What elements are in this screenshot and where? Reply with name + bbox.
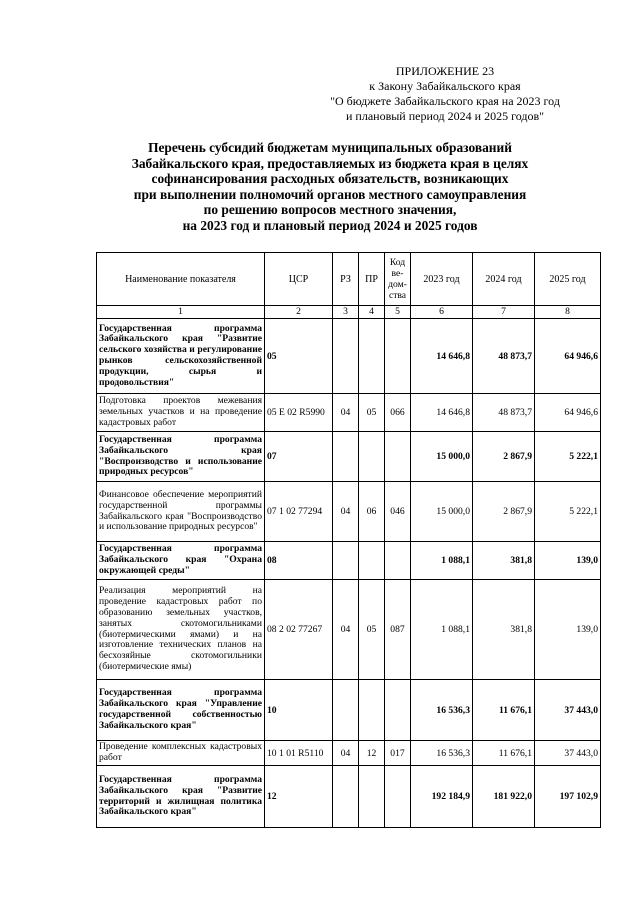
row-kod (385, 319, 411, 394)
row-name: Государственная программа Забайкальского края "Воспроизводство и использование природных ресурсов" (97, 432, 265, 482)
row-2025: 139,0 (535, 542, 601, 580)
row-name: Государственная программа Забайкальского края "Управление государственной собственностью Забайкальского края" (97, 680, 265, 741)
row-kod (385, 542, 411, 580)
title-line-5: по решению вопросов местного значения, (203, 202, 457, 218)
row-kod: 046 (385, 482, 411, 542)
row-2023: 15 000,0 (411, 482, 473, 542)
row-csr: 07 (265, 432, 333, 482)
row-2024: 2 867,9 (473, 482, 535, 542)
title-line-1: Перечень субсидий бюджетам муниципальных образований (148, 140, 512, 155)
row-kod: 017 (385, 741, 411, 766)
title-line-3: софинансирования расходных обязательств, возникающих (151, 171, 509, 187)
row-2024: 11 676,1 (473, 680, 535, 741)
row-2024: 181 922,0 (473, 766, 535, 828)
row-pr: 06 (359, 482, 385, 542)
title-line-2: Забайкальского края, предоставляемых из бюджета края в целях (131, 155, 529, 171)
col-number: 1 (97, 306, 265, 319)
row-2023: 16 536,3 (411, 741, 473, 766)
row-2023: 14 646,8 (411, 394, 473, 432)
row-pr (359, 766, 385, 828)
row-2024: 381,8 (473, 580, 535, 680)
row-2024: 2 867,9 (473, 432, 535, 482)
row-2025: 64 946,6 (535, 319, 601, 394)
col-number: 2 (265, 306, 333, 319)
row-rz: 04 (333, 482, 359, 542)
title-line-4: при выполнении полномочий органов местного самоуправления (133, 186, 527, 202)
header-csr: ЦСР (265, 253, 333, 306)
row-2025: 5 222,1 (535, 432, 601, 482)
row-csr: 12 (265, 766, 333, 828)
row-pr (359, 319, 385, 394)
row-2025: 5 222,1 (535, 482, 601, 542)
row-kod: 087 (385, 580, 411, 680)
row-2025: 197 102,9 (535, 766, 601, 828)
row-kod (385, 680, 411, 741)
header-2025: 2025 год (535, 253, 601, 306)
row-pr (359, 542, 385, 580)
row-pr (359, 432, 385, 482)
row-2025: 139,0 (535, 580, 601, 680)
row-2024: 381,8 (473, 542, 535, 580)
table-row (97, 580, 601, 680)
row-csr: 05 (265, 319, 333, 394)
row-2023: 1 088,1 (411, 542, 473, 580)
header-2024: 2024 год (473, 253, 535, 306)
row-name: Государственная программа Забайкальского края "Охрана окружающей среды" (97, 542, 265, 580)
table-row (97, 319, 601, 394)
row-name: Финансовое обеспечение мероприятий государственной программы Забайкальского края "Воспроизводство и использование природных ресурсов" (97, 482, 265, 542)
title-line-6: на 2023 год и плановый период 2024 и 2025 годов (182, 217, 478, 233)
row-2025: 64 946,6 (535, 394, 601, 432)
document-title (110, 140, 550, 234)
row-pr: 05 (359, 394, 385, 432)
row-pr: 12 (359, 741, 385, 766)
appendix-line-1: ПРИЛОЖЕНИЕ 23 (395, 64, 495, 78)
appendix-line-3: "О бюджете Забайкальского края на 2023 год (330, 94, 560, 108)
header-pr: ПР (359, 253, 385, 306)
row-2025: 37 443,0 (535, 680, 601, 741)
row-name: Государственная программа Забайкальского края "Развитие территорий и жилищная политика Забайкальского края" (97, 766, 265, 828)
header-name: Наименование показателя (97, 253, 265, 306)
column-number-row (97, 306, 601, 319)
header-2023: 2023 год (411, 253, 473, 306)
row-csr: 07 1 02 77294 (265, 482, 333, 542)
row-2023: 192 184,9 (411, 766, 473, 828)
row-pr (359, 680, 385, 741)
row-pr: 05 (359, 580, 385, 680)
col-number: 6 (411, 306, 473, 319)
row-csr: 08 2 02 77267 (265, 580, 333, 680)
table-row (97, 741, 601, 766)
row-name: Проведение комплексных кадастровых работ (97, 741, 265, 766)
header-kod: Код ве-дом-ства (385, 253, 411, 306)
col-number: 5 (385, 306, 411, 319)
row-rz (333, 319, 359, 394)
appendix-heading (290, 64, 600, 124)
row-2025: 37 443,0 (535, 741, 601, 766)
col-number: 8 (535, 306, 601, 319)
row-rz: 04 (333, 394, 359, 432)
row-2024: 48 873,7 (473, 319, 535, 394)
table-row (97, 432, 601, 482)
row-kod (385, 432, 411, 482)
row-rz (333, 542, 359, 580)
appendix-line-2: к Закону Забайкальского края (369, 79, 521, 93)
row-csr: 10 (265, 680, 333, 741)
row-kod: 066 (385, 394, 411, 432)
subsidies-table (96, 252, 601, 828)
row-rz (333, 680, 359, 741)
row-name: Подготовка проектов межевания земельных участков и на проведение кадастровых работ (97, 394, 265, 432)
header-rz: РЗ (333, 253, 359, 306)
row-rz (333, 432, 359, 482)
col-number: 3 (333, 306, 359, 319)
row-kod (385, 766, 411, 828)
table-row (97, 394, 601, 432)
table-row (97, 542, 601, 580)
row-2024: 11 676,1 (473, 741, 535, 766)
row-rz: 04 (333, 580, 359, 680)
table-row (97, 680, 601, 741)
row-csr: 10 1 01 R5110 (265, 741, 333, 766)
row-2023: 14 646,8 (411, 319, 473, 394)
col-number: 7 (473, 306, 535, 319)
row-name: Государственная программа Забайкальского края "Развитие сельского хозяйства и регулирование рынков сельскохозяйственной продукции, сырья и продовольствия" (97, 319, 265, 394)
row-rz: 04 (333, 741, 359, 766)
row-csr: 08 (265, 542, 333, 580)
row-2023: 1 088,1 (411, 580, 473, 680)
col-number: 4 (359, 306, 385, 319)
row-2024: 48 873,7 (473, 394, 535, 432)
row-rz (333, 766, 359, 828)
row-2023: 15 000,0 (411, 432, 473, 482)
row-name: Реализация мероприятий на проведение кадастровых работ по образованию земельных участков, занятых скотомогильниками (биотермическими ямами) и на изготовление технических планов на бесхозяйные скотомогильники (биотермические ямы) (97, 580, 265, 680)
appendix-line-4: и плановый период 2024 и 2025 годов" (345, 109, 545, 123)
table-header-row (97, 253, 601, 306)
row-csr: 05 Е 02 R5990 (265, 394, 333, 432)
table-row (97, 482, 601, 542)
table-row (97, 766, 601, 828)
row-2023: 16 536,3 (411, 680, 473, 741)
